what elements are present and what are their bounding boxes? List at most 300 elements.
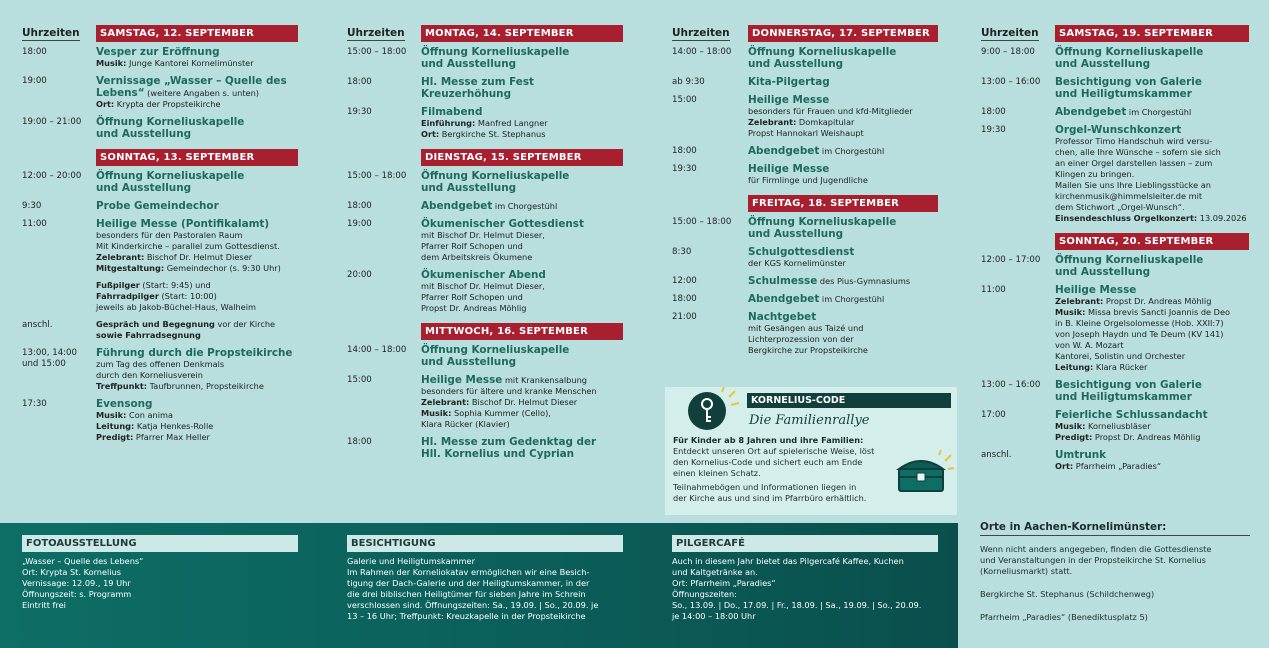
- event-detail-label: Predigt:: [96, 432, 134, 442]
- locations: [980, 521, 1250, 623]
- event-title: [96, 46, 298, 58]
- event-title-text: Heilige Messe (Pontifikalamt): [96, 218, 270, 230]
- day-header-row: [672, 22, 938, 42]
- event-detail: [748, 258, 938, 269]
- program-column-4: [981, 22, 1249, 478]
- event-detail: [96, 280, 298, 291]
- event-time: 19:30: [347, 107, 372, 117]
- event-time: 13:00, 14:00 und 15:00: [22, 348, 77, 369]
- event-time: 18:00: [347, 437, 372, 447]
- event-title: [96, 200, 298, 212]
- event-time: 15:00 – 18:00: [347, 171, 407, 181]
- event-title-text: Hl. Messe zum Fest Kreuzerhöhung: [421, 76, 535, 100]
- event-row: [22, 319, 298, 341]
- event-title: [96, 75, 298, 99]
- event-body: [96, 218, 298, 274]
- event-title-text: Öffnung Korneliuskapelle und Ausstellung: [748, 46, 897, 70]
- event-time: 14:00 – 18:00: [347, 345, 407, 355]
- event-title-inline: des Pius-Gymnasiums: [817, 276, 911, 286]
- event-detail-label: Predigt:: [1055, 432, 1093, 442]
- info-body: Auch in diesem Jahr bietet das Pilgercafé Kaffee, Kuchen und Kaltgetränke an. Ort: Pfarrheim „Paradies“ Öffnungszeiten: So., 13.09. | Do., 17.09. | Fr., 18.09. | Sa., 19.09. | So., 20.09. je 14:00 – 18:00 Uhr: [672, 556, 922, 621]
- event-detail: [96, 302, 298, 313]
- info-header: FOTOAUSSTELLUNG: [22, 535, 298, 552]
- event-detail-text: Propst Dr. Andreas Möhlig: [1092, 432, 1201, 442]
- event-title-text: Öffnung Korneliuskapelle und Ausstellung: [421, 46, 570, 70]
- event-row: [981, 409, 1249, 443]
- event-title-text: Abendgebet: [748, 293, 820, 305]
- event-detail-text: Professor Timo Handschuh wird versu- chen, alle Ihre Wünsche – sofern sie sich an einer Orgel darstellen lassen – zum Klingen zu bringen. Mailen Sie uns Ihre Lieblingsstücke an kirchenmusik@himmelsleiter.de mit dem Stichwort „Orgel-Wunsch“.: [1055, 136, 1221, 212]
- event-row: [347, 218, 623, 263]
- event-detail: [1055, 432, 1249, 443]
- program-column-3: [672, 22, 938, 362]
- event-title: [748, 275, 938, 287]
- event-title: [1055, 449, 1249, 461]
- event-row: [22, 280, 298, 313]
- event-title: [1055, 46, 1249, 70]
- locations-text-2: Bergkirche St. Stephanus (Schildchenweg): [980, 589, 1155, 599]
- treasure-chest-icon: [891, 449, 955, 499]
- event-detail-text: Bergkirche St. Stephanus: [439, 129, 546, 139]
- event-detail: [1055, 421, 1249, 432]
- event-title-inline: (weitere Angaben s. unten): [144, 88, 259, 98]
- event-body: [96, 347, 298, 392]
- day-header: MITTWOCH, 16. SEPTEMBER: [421, 323, 623, 340]
- event-title-text: Evensong: [96, 398, 153, 410]
- event-time: anschl.: [22, 320, 53, 330]
- event-row: [347, 200, 623, 212]
- event-body: [96, 116, 298, 140]
- event-body: [421, 106, 623, 140]
- event-body: [748, 216, 938, 240]
- event-detail-label: Ort:: [1055, 461, 1074, 471]
- event-detail-text: (Start: 10:00): [158, 291, 217, 301]
- event-detail: [421, 386, 623, 397]
- event-title-text: Filmabend: [421, 106, 483, 118]
- event-title-text: Heilige Messe: [748, 94, 830, 106]
- day-header: SONNTAG, 13. SEPTEMBER: [96, 149, 298, 166]
- event-title-inline: mit Krankensalbung: [502, 375, 587, 385]
- event-title: [421, 344, 623, 368]
- event-detail: [1055, 213, 1249, 224]
- event-detail-text: Missa brevis Sancti Joannis de Deo in B. Kleine Orgelsolomesse (Hob. XXII:7) von Joseph Haydn und Te Deum (KV 141) von W. A. Mozart Kantorei, Solistin und Orchester: [1055, 307, 1231, 361]
- kornelius-code-note: Teilnahmebögen und Informationen liegen in der Kirche aus und sind im Pfarrbüro erhältlich.: [673, 482, 867, 503]
- event-row: [347, 46, 623, 70]
- event-detail-text: besonders für Frauen und kfd-Mitglieder: [748, 106, 913, 116]
- event-title-text: Ökumenischer Gottesdienst: [421, 218, 584, 230]
- event-detail-text: Bischof Dr. Helmut Dieser: [469, 397, 578, 407]
- event-row: [347, 436, 623, 460]
- event-detail: [96, 252, 298, 263]
- event-row: [347, 106, 623, 140]
- event-detail-text: Taufbrunnen, Propsteikirche: [147, 381, 264, 391]
- event-detail: [96, 330, 298, 341]
- info-tour: [347, 535, 623, 622]
- locations-text-1: Wenn nicht anders angegeben, finden die Gottesdienste und Veranstaltungen in der Propsteikirche St. Kornelius (Korneliusmarkt) statt.: [980, 544, 1212, 576]
- event-detail-label: Ort:: [421, 129, 440, 139]
- event-title: [421, 436, 623, 460]
- event-body: [96, 200, 298, 212]
- event-detail: [96, 58, 298, 69]
- event-title-text: Hl. Messe zum Gedenktag der Hll. Kornelius und Cyprian: [421, 436, 597, 460]
- event-title: [96, 116, 298, 140]
- info-photo-exhibition: [22, 535, 298, 611]
- event-title-inline: im Chorgestühl: [819, 146, 885, 156]
- event-detail-text: 13.09.2026: [1197, 213, 1247, 223]
- event-detail: [748, 106, 938, 117]
- event-row: [22, 398, 298, 443]
- event-title: [748, 94, 938, 106]
- event-title: [1055, 379, 1249, 403]
- event-title: [96, 170, 298, 194]
- event-title-text: Umtrunk: [1055, 449, 1107, 461]
- event-body: [421, 436, 623, 460]
- event-body: [1055, 449, 1249, 472]
- event-time: 19:00: [22, 76, 47, 86]
- uhrzeiten-label: Uhrzeiten: [347, 27, 405, 39]
- event-detail-label: Fußpilger: [96, 280, 140, 290]
- event-title-text: Besichtigung von Galerie und Heiligtumskammer: [1055, 76, 1202, 100]
- day-header-row: [981, 230, 1249, 250]
- event-time: 11:00: [22, 219, 47, 229]
- event-title: [1055, 254, 1249, 278]
- event-row: [672, 216, 938, 240]
- event-time: 9:00 – 18:00: [981, 47, 1035, 57]
- event-title-text: Heilige Messe: [421, 374, 503, 386]
- event-detail: [96, 359, 298, 381]
- event-detail-label: Fahrradpilger: [96, 291, 159, 301]
- event-detail-text: Pfarrheim „Paradies“: [1073, 461, 1162, 471]
- event-title-text: Probe Gemeindechor: [96, 200, 219, 212]
- event-body: [96, 280, 298, 313]
- event-detail-text: Sophia Kummer (Cello), Klara Rücker (Klavier): [421, 408, 551, 429]
- event-title-text: Nachtgebet: [748, 311, 817, 323]
- event-row: [22, 46, 298, 69]
- event-row: [981, 76, 1249, 100]
- event-time: ab 9:30: [672, 77, 705, 87]
- event-title: [421, 170, 623, 194]
- day-header: MONTAG, 14. SEPTEMBER: [421, 25, 623, 42]
- kornelius-code-header: KORNELIUS-CODE: [747, 393, 951, 408]
- event-detail: [96, 410, 298, 421]
- event-row: [347, 170, 623, 194]
- event-title: [748, 311, 938, 323]
- event-title-text: Abendgebet: [748, 145, 820, 157]
- event-row: [672, 311, 938, 356]
- event-detail: [421, 397, 623, 408]
- event-detail: [96, 291, 298, 302]
- event-detail: [96, 381, 298, 392]
- event-detail-label: Treffpunkt:: [96, 381, 148, 391]
- event-detail-text: besonders für den Pastoralen Raum Mit Kinderkirche – parallel zum Gottesdienst.: [96, 230, 280, 251]
- event-body: [748, 76, 938, 88]
- event-body: [1055, 76, 1249, 100]
- kornelius-code-box: [665, 387, 957, 515]
- event-time: 18:00: [22, 47, 47, 57]
- event-time: 18:00: [347, 77, 372, 87]
- event-body: [1055, 284, 1249, 373]
- event-detail: [748, 175, 938, 186]
- event-row: [981, 379, 1249, 403]
- info-band: [0, 523, 958, 648]
- info-header: PILGERCAFÉ: [672, 535, 938, 552]
- event-title: [748, 246, 938, 258]
- event-time: 12:00: [672, 276, 697, 286]
- event-title-text: Öffnung Korneliuskapelle und Ausstellung: [421, 344, 570, 368]
- event-title: [748, 76, 938, 88]
- event-detail-text: (Start: 9:45) und: [139, 280, 211, 290]
- event-detail-text: vor der Kirche: [214, 319, 276, 329]
- event-body: [96, 170, 298, 194]
- day-header: DONNERSTAG, 17. SEPTEMBER: [748, 25, 938, 42]
- event-title: [748, 46, 938, 70]
- event-row: [22, 347, 298, 392]
- event-time: 19:00: [347, 219, 372, 229]
- event-detail: [1055, 461, 1249, 472]
- day-header: SAMSTAG, 12. SEPTEMBER: [96, 25, 298, 42]
- event-body: [96, 46, 298, 69]
- event-row: [347, 76, 623, 100]
- event-row: [672, 46, 938, 70]
- event-row: [981, 106, 1249, 118]
- event-detail: [96, 432, 298, 443]
- event-title-text: Öffnung Korneliuskapelle und Ausstellung: [1055, 254, 1204, 278]
- event-title-text: Öffnung Korneliuskapelle und Ausstellung: [748, 216, 897, 240]
- day-header: SAMSTAG, 19. SEPTEMBER: [1055, 25, 1249, 42]
- event-detail-text: mit Bischof Dr. Helmut Dieser, Pfarrer Rolf Schopen und dem Arbeitskreis Ökumene: [421, 230, 545, 262]
- event-row: [347, 344, 623, 368]
- event-detail-label: Zelebrant:: [96, 252, 145, 262]
- uhrzeiten-label: Uhrzeiten: [672, 27, 730, 39]
- event-time: 19:00 – 21:00: [22, 117, 82, 127]
- info-pilgrim-cafe: [672, 535, 938, 622]
- event-body: [421, 374, 623, 430]
- event-title: [1055, 106, 1249, 118]
- event-title: [96, 398, 298, 410]
- event-detail: [748, 323, 938, 356]
- event-title: [1055, 124, 1249, 136]
- event-time: 19:30: [981, 125, 1006, 135]
- event-title: [1055, 409, 1249, 421]
- event-body: [748, 311, 938, 356]
- event-title-inline: im Chorgestühl: [492, 201, 558, 211]
- event-body: [748, 293, 938, 305]
- event-row: [672, 163, 938, 186]
- event-body: [96, 75, 298, 110]
- info-body: Galerie und Heiligtumskammer Im Rahmen der Korneliokatav ermöglichen wir eine Besich- tigung der Dach-Galerie und der Heiligtumskammer, in der die drei biblischen Heiligtümer für sieben Jahre im Schrein verschlossen sind. Öffnungszeiten: Sa., 19.09. | So., 20.09. je 13 – 16 Uhr; Treffpunkt: Kreuzkapelle in der Propsteikirche: [347, 556, 599, 621]
- event-time: 11:00: [981, 285, 1006, 295]
- event-row: [22, 116, 298, 140]
- event-title: [96, 218, 298, 230]
- event-time: 21:00: [672, 312, 697, 322]
- event-detail-text: für Firmlinge und Jugendliche: [748, 175, 868, 185]
- event-detail-text: zum Tag des offenen Denkmals durch den Korneliusverein: [96, 359, 225, 380]
- event-body: [421, 170, 623, 194]
- event-title: [421, 106, 623, 118]
- event-row: [981, 254, 1249, 278]
- day-header-row: [981, 22, 1249, 42]
- event-detail-text: Pfarrer Max Heller: [133, 432, 210, 442]
- event-time: 15:00 – 18:00: [347, 47, 407, 57]
- event-detail-text: Katja Henkes-Rolle: [134, 421, 214, 431]
- day-header: DIENSTAG, 15. SEPTEMBER: [421, 149, 623, 166]
- event-detail: [421, 230, 623, 263]
- event-time: 12:00 – 20:00: [22, 171, 82, 181]
- event-row: [672, 275, 938, 287]
- event-time: 15:00: [347, 375, 372, 385]
- event-title: [748, 163, 938, 175]
- event-time: 8:30: [672, 247, 692, 257]
- event-title-text: Schulgottesdienst: [748, 246, 855, 258]
- day-header-row: [22, 22, 298, 42]
- uhrzeiten-label: Uhrzeiten: [22, 27, 80, 39]
- info-header: BESICHTIGUNG: [347, 535, 623, 552]
- event-detail: [748, 117, 938, 139]
- event-row: [22, 75, 298, 110]
- event-title-text: Abendgebet: [421, 200, 493, 212]
- event-detail-text: Korneliusbläser: [1085, 421, 1151, 431]
- event-time: 13:00 – 16:00: [981, 380, 1041, 390]
- event-detail: [96, 99, 298, 110]
- key-icon: [675, 387, 755, 435]
- event-title: [421, 200, 623, 212]
- event-detail-text: jeweils ab Jakob-Büchel-Haus, Walheim: [96, 302, 256, 312]
- event-title-text: Öffnung Korneliuskapelle und Ausstellung: [421, 170, 570, 194]
- event-body: [421, 269, 623, 314]
- program-column-1: [22, 22, 298, 449]
- event-title-text: Vesper zur Eröffnung: [96, 46, 220, 58]
- event-row: [22, 170, 298, 194]
- event-body: [748, 94, 938, 139]
- event-title-text: Öffnung Korneliuskapelle und Ausstellung: [1055, 46, 1204, 70]
- event-time: 18:00: [347, 201, 372, 211]
- event-time: 18:00: [672, 146, 697, 156]
- event-detail-label: Musik:: [1055, 421, 1086, 431]
- event-row: [672, 246, 938, 269]
- event-detail-text: der KGS Kornelimünster: [748, 258, 846, 268]
- event-detail-text: Krypta der Propsteikirche: [114, 99, 221, 109]
- event-row: [22, 200, 298, 212]
- event-title: [421, 269, 623, 281]
- event-title: [421, 46, 623, 70]
- event-detail: [421, 118, 623, 129]
- event-row: [981, 124, 1249, 224]
- event-title-text: Öffnung Korneliuskapelle und Ausstellung: [96, 116, 245, 140]
- info-body: „Wasser – Quelle des Lebens“ Ort: Krypta St. Kornelius Vernissage: 12.09., 19 Uhr Öffnungszeit: s. Programm Eintritt frei: [22, 556, 144, 610]
- event-detail-label: Ort:: [96, 99, 115, 109]
- event-detail-label: Gespräch und Begegnung: [96, 319, 215, 329]
- event-detail-label: Einführung:: [421, 118, 476, 128]
- event-title: [421, 218, 623, 230]
- event-row: [981, 449, 1249, 472]
- uhrzeiten-label: Uhrzeiten: [981, 27, 1039, 39]
- day-header-row: [347, 320, 623, 340]
- event-detail-text: Bischof Dr. Helmut Dieser: [144, 252, 253, 262]
- event-title: [748, 216, 938, 240]
- event-row: [22, 218, 298, 274]
- event-title-inline: im Chorgestühl: [819, 294, 885, 304]
- event-body: [748, 275, 938, 287]
- event-body: [421, 200, 623, 212]
- event-title-text: Öffnung Korneliuskapelle und Ausstellung: [96, 170, 245, 194]
- event-detail-label: Mitgestaltung:: [96, 263, 165, 273]
- event-body: [96, 319, 298, 341]
- event-title-text: Führung durch die Propsteikirche: [96, 347, 293, 359]
- event-row: [672, 76, 938, 88]
- event-detail: [421, 281, 623, 314]
- event-time: 13:00 – 16:00: [981, 77, 1041, 87]
- event-body: [1055, 124, 1249, 224]
- event-detail-text: Con anima: [126, 410, 173, 420]
- kornelius-code-text: [673, 435, 893, 504]
- event-row: [672, 94, 938, 139]
- day-header-row: [347, 22, 623, 42]
- event-title: [1055, 76, 1249, 100]
- event-row: [981, 284, 1249, 373]
- event-time: 15:00: [672, 95, 697, 105]
- event-time: 15:00 – 18:00: [672, 217, 732, 227]
- event-title-text: Heilige Messe: [748, 163, 830, 175]
- event-title-text: Orgel-Wunschkonzert: [1055, 124, 1182, 136]
- event-body: [421, 46, 623, 70]
- event-time: anschl.: [981, 450, 1012, 460]
- program-column-2: [347, 22, 623, 466]
- event-title-text: Schulmesse: [748, 275, 818, 287]
- kornelius-code-body: Entdeckt unseren Ort auf spielerische Weise, löst den Kornelius-Code und sichert euch am Ende einen kleinen Schatz.: [673, 446, 875, 478]
- event-detail-label: sowie Fahrradsegnung: [96, 330, 201, 340]
- event-detail-label: Musik:: [1055, 307, 1086, 317]
- locations-text-3: Pfarrheim „Paradies“ (Benediktusplatz 5): [980, 612, 1148, 622]
- event-body: [1055, 254, 1249, 278]
- event-title-inline: im Chorgestühl: [1126, 107, 1192, 117]
- event-time: 17:00: [981, 410, 1006, 420]
- event-time: 14:00 – 18:00: [672, 47, 732, 57]
- event-title-text: Vernissage „Wasser – Quelle des Lebens“: [96, 75, 287, 99]
- event-time: 18:00: [672, 294, 697, 304]
- event-detail-text: Gemeindechor (s. 9:30 Uhr): [164, 263, 281, 273]
- event-row: [672, 145, 938, 157]
- event-time: 20:00: [347, 270, 372, 280]
- event-detail-label: Zelebrant:: [748, 117, 797, 127]
- event-detail: [1055, 136, 1249, 213]
- event-body: [748, 145, 938, 157]
- event-detail-text: Klara Rücker: [1093, 362, 1148, 372]
- event-body: [421, 76, 623, 100]
- event-title-text: Heilige Messe: [1055, 284, 1137, 296]
- event-body: [421, 344, 623, 368]
- event-detail: [1055, 296, 1249, 307]
- event-detail-label: Leitung:: [96, 421, 135, 431]
- event-detail: [1055, 307, 1249, 362]
- event-body: [748, 46, 938, 70]
- event-title-text: Kita-Pilgertag: [748, 76, 830, 88]
- event-detail-label: Zelebrant:: [1055, 296, 1104, 306]
- locations-title: Orte in Aachen-Kornelimünster:: [980, 521, 1250, 536]
- event-title-text: Ökumenischer Abend: [421, 269, 546, 281]
- event-detail: [421, 408, 623, 430]
- day-header-row: [22, 146, 298, 166]
- event-row: [672, 293, 938, 305]
- day-header: FREITAG, 18. SEPTEMBER: [748, 195, 938, 212]
- event-detail-text: Junge Kantorei Kornelimünster: [126, 58, 254, 68]
- day-header: SONNTAG, 20. SEPTEMBER: [1055, 233, 1249, 250]
- event-detail: [96, 319, 298, 330]
- event-detail-text: besonders für ältere und kranke Menschen: [421, 386, 597, 396]
- event-detail-label: Musik:: [96, 410, 127, 420]
- event-body: [1055, 409, 1249, 443]
- event-time: 9:30: [22, 201, 42, 211]
- event-time: 12:00 – 17:00: [981, 255, 1041, 265]
- event-detail-label: Musik:: [421, 408, 452, 418]
